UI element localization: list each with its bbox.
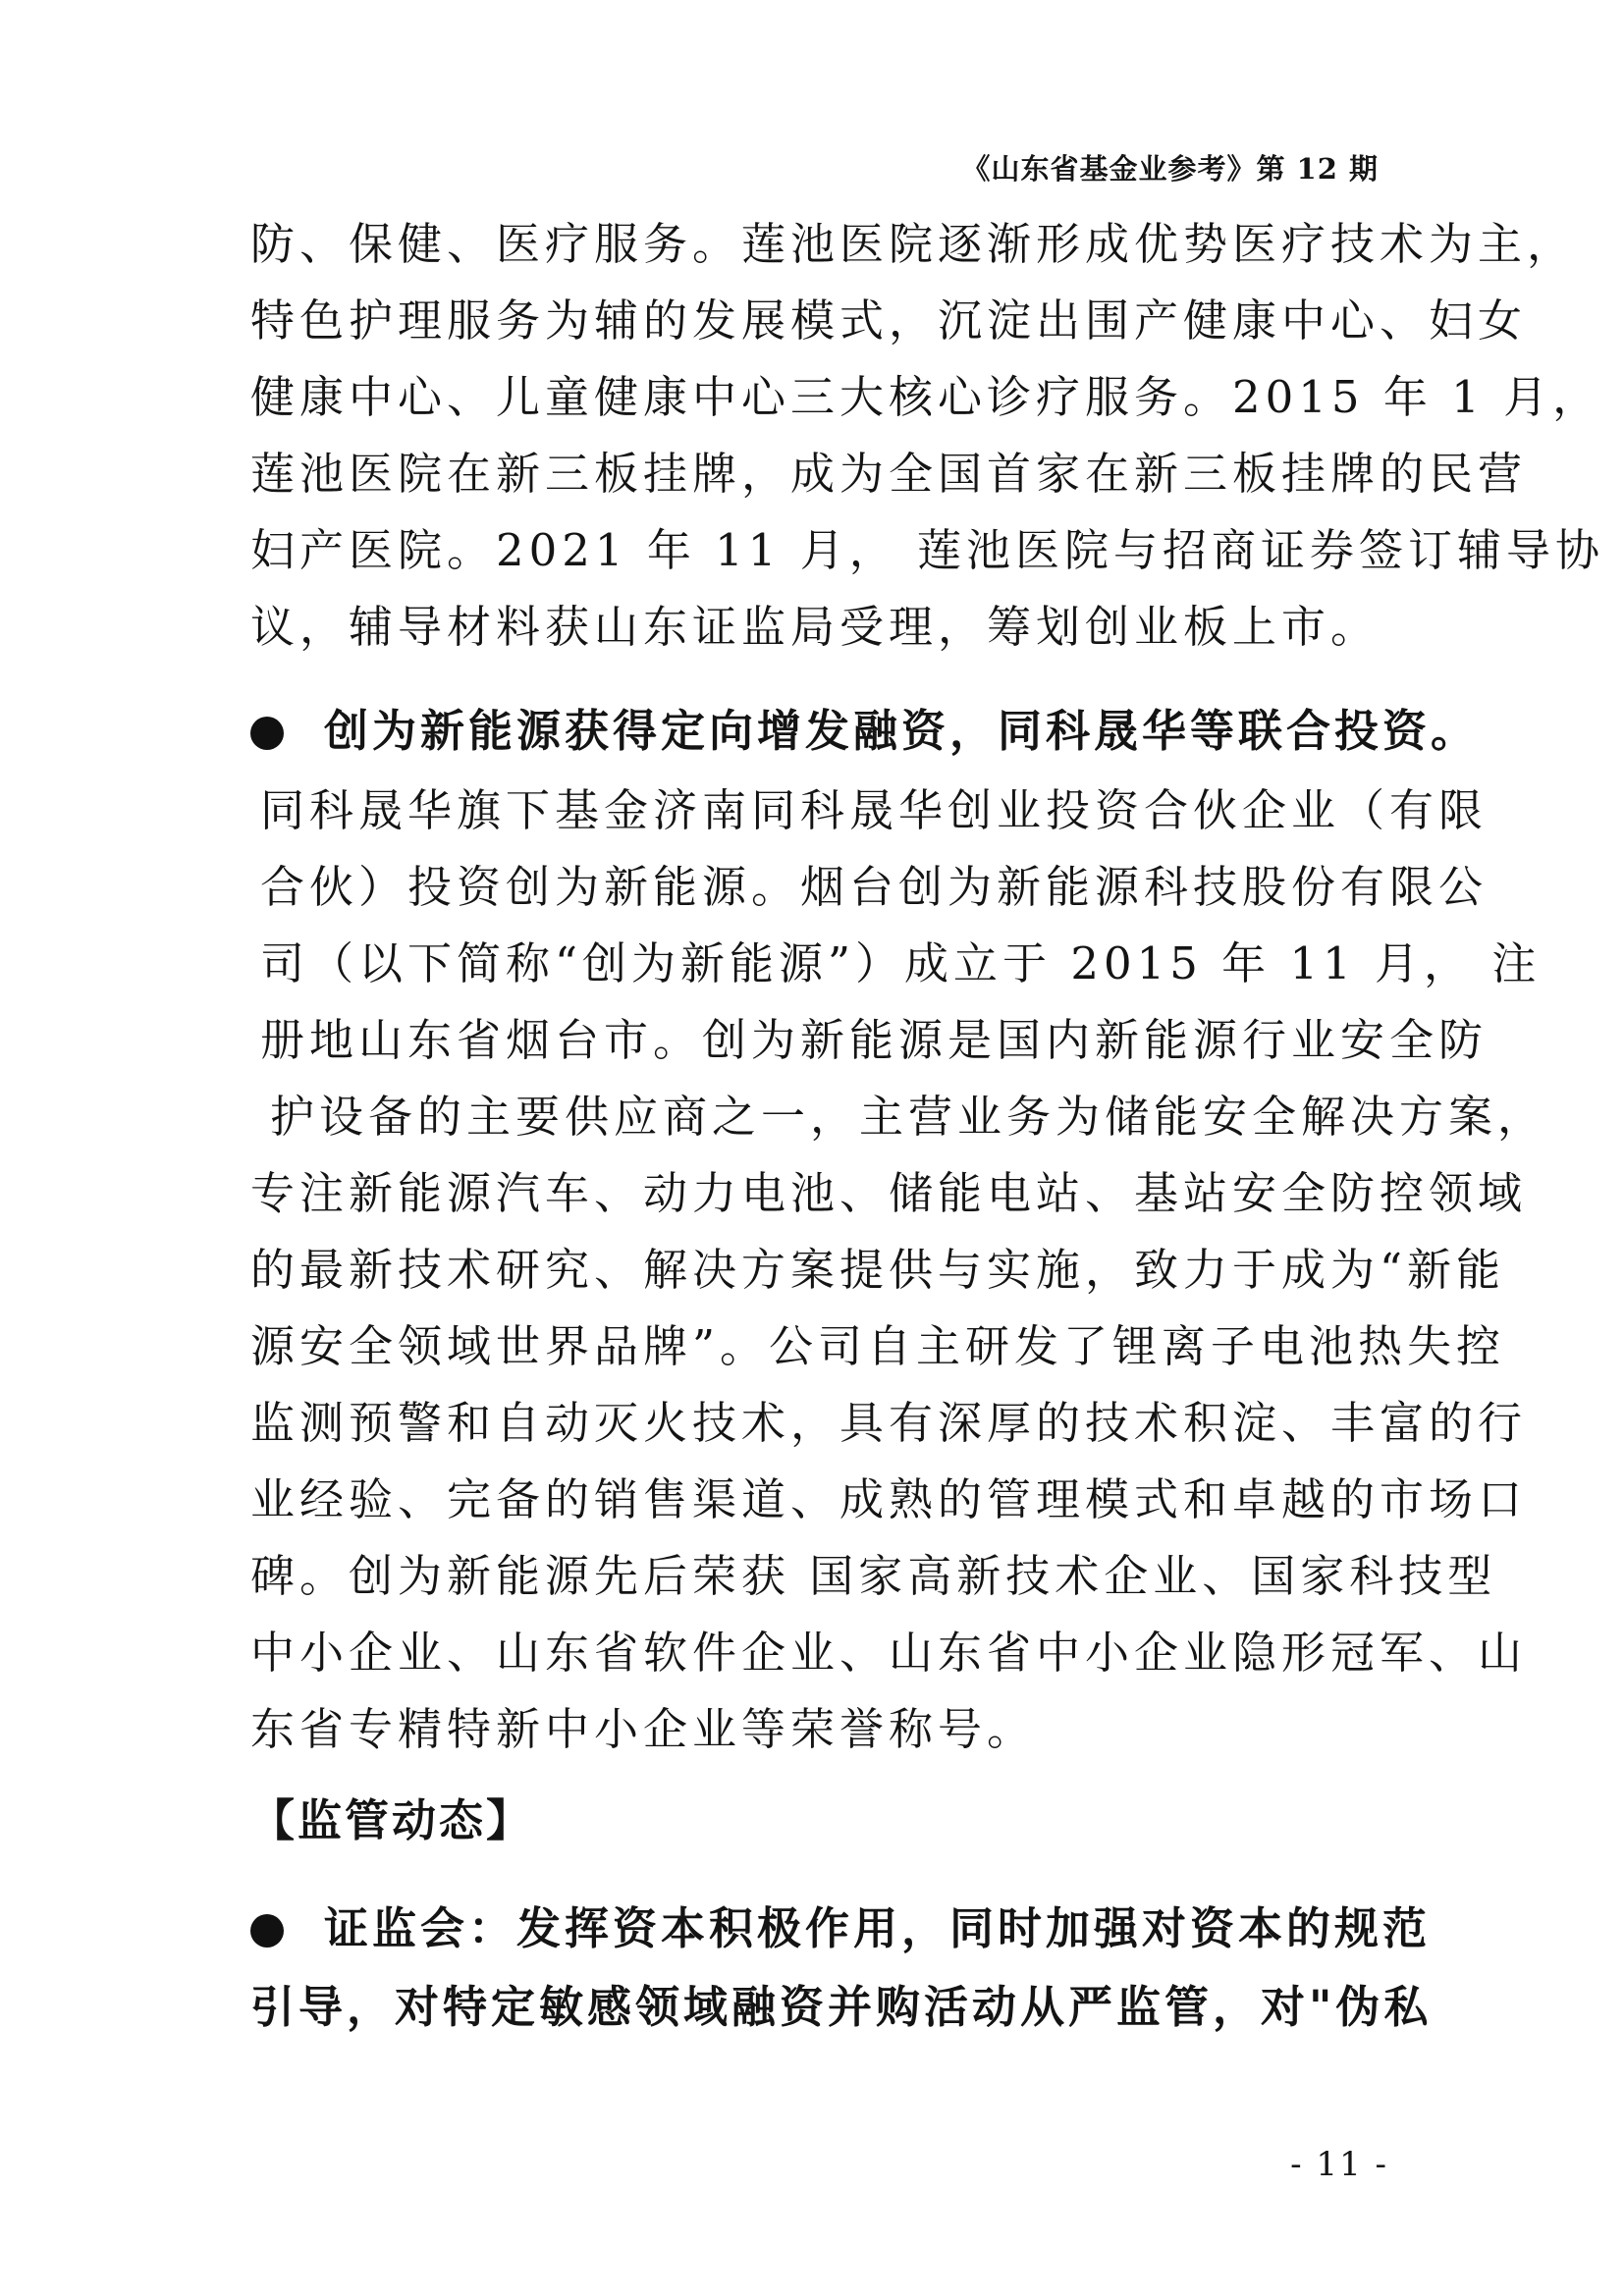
text-line: 特色护理服务为辅的发展模式，沉淀出围产健康中心、妇女 (250, 294, 1528, 347)
news-heading: 证监会：发挥资本积极作用，同时加强对资本的规范 (324, 1902, 1432, 1954)
text-line: 中小企业、山东省软件企业、山东省中小企业隐形冠军、山 (250, 1627, 1528, 1679)
text-line: 的最新技术研究、解决方案提供与实施，致力于成为“新能 (250, 1244, 1506, 1296)
text-line: 源安全领域世界品牌”。公司自主研发了锂离子电池热失控 (250, 1320, 1506, 1372)
text-line: 防、保健、医疗服务。莲池医院逐渐形成优势医疗技术为主， (250, 218, 1577, 270)
text-line: 护设备的主要供应商之一，主营业务为储能安全解决方案， (270, 1091, 1547, 1143)
text-line: 同科晟华旗下基金济南同科晟华创业投资合伙企业（有限 (260, 784, 1489, 836)
text-line: 业经验、完备的销售渠道、成熟的管理模式和卓越的市场口 (250, 1473, 1528, 1525)
bullet-icon (250, 1914, 284, 1948)
text-line: 议，辅导材料获山东证监局受理，筹划创业板上市。 (250, 601, 1380, 653)
news-heading-continued: 引导，对特定敏感领域融资并购活动从严监管，对"伪私 (250, 1981, 1433, 2033)
text-line: 健康中心、儿童健康中心三大核心诊疗服务。2015 年 1 月， (250, 371, 1602, 423)
text-line: 东省专精特新中小企业等荣誉称号。 (250, 1703, 1037, 1755)
news-heading: 创为新能源获得定向增发融资，同科晟华等联合投资。 (324, 705, 1480, 757)
text-line: 合伙）投资创为新能源。烟台创为新能源科技股份有限公 (260, 861, 1489, 913)
text-line: 碑。创为新能源先后荣获 国家高新技术企业、国家科技型 (250, 1550, 1497, 1602)
text-line: 专注新能源汽车、动力电池、储能电站、基站安全防控领域 (250, 1167, 1528, 1219)
text-line: 妇产医院。2021 年 11 月， 莲池医院与招商证券签订辅导协 (250, 524, 1605, 576)
running-header: 《山东省基金业参考》第 12 期 (961, 152, 1379, 186)
text-line: 莲池医院在新三板挂牌，成为全国首家在新三板挂牌的民营 (250, 448, 1528, 500)
text-line: 监测预警和自动灭火技术，具有深厚的技术积淀、丰富的行 (250, 1397, 1528, 1449)
text-line: 司（以下简称“创为新能源”）成立于 2015 年 11 月， 注 (260, 937, 1542, 989)
text-line: 册地山东省烟台市。创为新能源是国内新能源行业安全防 (260, 1014, 1489, 1066)
page-number: - 11 - (1290, 2145, 1388, 2184)
section-title: 【监管动态】 (250, 1794, 534, 1846)
bullet-icon (250, 717, 284, 750)
